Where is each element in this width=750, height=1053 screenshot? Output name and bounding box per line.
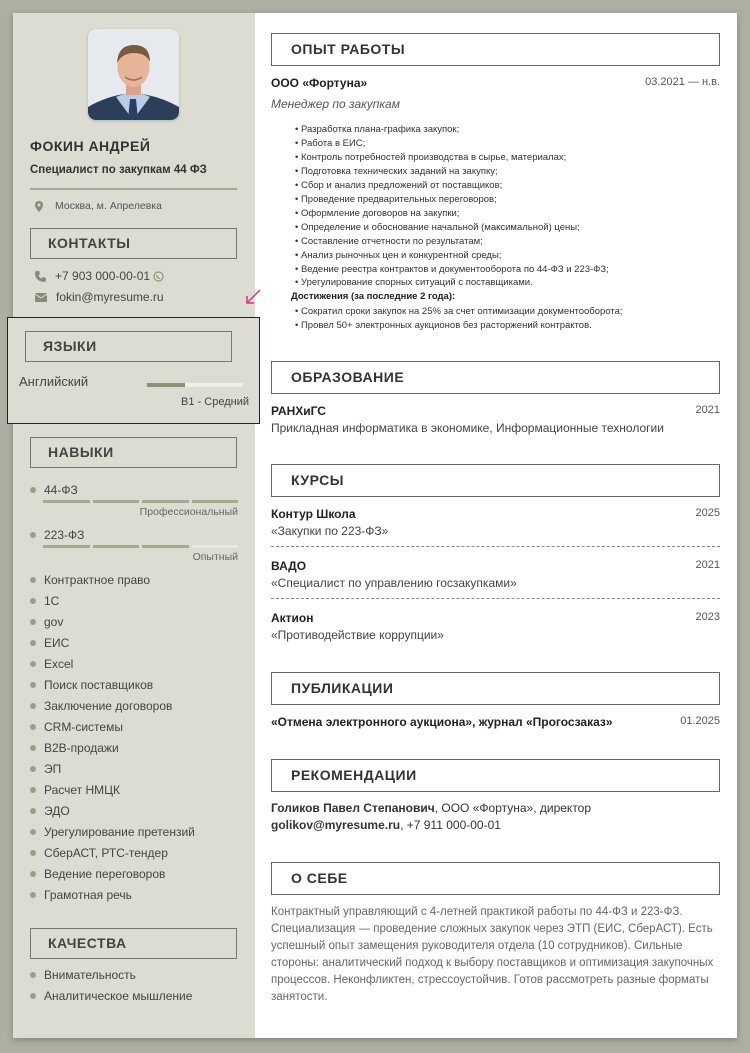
skill-name: ЭДО <box>44 803 70 818</box>
skill-level-segment <box>93 500 140 503</box>
education-heading: ОБРАЗОВАНИЕ <box>271 361 720 394</box>
qualities-list <box>30 964 192 1006</box>
quality-item <box>30 964 192 985</box>
bullet-dot <box>30 766 36 772</box>
divider <box>30 188 237 190</box>
skill-item <box>30 479 242 500</box>
recommendation-person <box>271 801 591 815</box>
skill-item <box>30 737 242 758</box>
duty-item: • Подготовка технических заданий на закупку; <box>295 165 609 179</box>
experience-header-row <box>271 76 720 90</box>
phone-value[interactable]: +7 903 000-00-01 <box>55 269 151 283</box>
skill-item <box>30 653 242 674</box>
course-name: «Специалист по управлению госзакупками» <box>271 576 517 590</box>
skill-level-segment <box>142 545 189 548</box>
bullet-dot <box>30 745 36 751</box>
achievements-list <box>295 305 623 333</box>
quality-item <box>30 985 192 1006</box>
bullet-dot <box>30 487 36 493</box>
course-year: 2023 <box>695 611 720 623</box>
skill-item <box>30 779 242 800</box>
bullet-dot <box>30 682 36 688</box>
skill-level-segment <box>142 500 189 503</box>
skill-name: СберАСТ, РТС-тендер <box>44 845 168 860</box>
recommender-phone[interactable]: , +7 911 000-00-01 <box>400 818 501 832</box>
skill-name: Excel <box>44 656 74 671</box>
skill-level-segment <box>93 545 140 548</box>
skill-item <box>30 590 242 611</box>
language-name: Английский <box>19 374 89 389</box>
location-pin-icon <box>35 201 43 212</box>
course-org: Актион <box>271 611 314 625</box>
duty-item: • Работа в ЕИС; <box>295 137 609 151</box>
duty-item: • Оформление договоров на закупки; <box>295 207 609 221</box>
skill-item <box>30 800 242 821</box>
course-name: «Закупки по 223-ФЗ» <box>271 524 389 538</box>
education-field: Прикладная информатика в экономике, Информационные технологии <box>271 421 664 435</box>
experience-company: ООО «Фортуна» <box>271 76 368 90</box>
skill-item <box>30 716 242 737</box>
course-header-row <box>271 507 720 521</box>
skill-level-text: Опытный <box>192 551 238 563</box>
duty-item: • Урегулирование спорных ситуаций с поставщиками. <box>295 276 609 290</box>
email-value[interactable]: fokin@myresume.ru <box>56 290 164 304</box>
publications-heading: ПУБЛИКАЦИИ <box>271 672 720 705</box>
skill-name: Грамотная речь <box>44 887 132 902</box>
course-header-row <box>271 611 720 625</box>
languages-section[interactable] <box>7 317 260 424</box>
skill-level-text: Профессиональный <box>139 506 238 518</box>
duty-item: • Проведение предварительных переговоров; <box>295 193 609 207</box>
recommendations-heading: РЕКОМЕНДАЦИИ <box>271 759 720 792</box>
about-text: Контрактный управляющий с 4-летней практикой работы по 44-ФЗ и 223-ФЗ. Специализация — проведение сложных закупок через ЭТП (ЕИС, СберАСТ). Есть успешный опыт замещения руководителя отдела (10 сотрудников). Сильные стороны: аналитический подход к выбору поставщиков и оптимизация закупочных процессов. Неконфликтен, стрессоустойчив. Готов рассмотреть разные форматы занятости. <box>271 906 714 1003</box>
skill-item <box>30 695 242 716</box>
quality-name: Аналитическое мышление <box>44 988 193 1003</box>
education-org: РАНХиГС <box>271 404 326 418</box>
main-content <box>255 13 737 1038</box>
skill-name: CRM-системы <box>44 719 123 734</box>
skill-item <box>30 863 242 884</box>
skill-name: 1С <box>44 593 60 608</box>
bullet-dot <box>30 871 36 877</box>
skill-item <box>30 821 242 842</box>
course-org: Контур Школа <box>271 507 356 521</box>
experience-position: Менеджер по закупкам <box>271 97 400 111</box>
skill-name: 223-ФЗ <box>44 527 85 542</box>
achievement-item: • Сократил сроки закупок на 25% за счет оптимизации документооборота; <box>295 305 623 319</box>
skill-item <box>30 632 242 653</box>
location-text: Москва, м. Апрелевка <box>55 200 162 212</box>
skill-name: Урегулирование претензий <box>44 824 195 839</box>
skill-item <box>30 569 242 590</box>
bullet-dot <box>30 850 36 856</box>
skills-heading: НАВЫКИ <box>30 437 237 468</box>
email-icon <box>35 293 47 302</box>
skill-level-segment <box>192 500 239 503</box>
rated-skill <box>30 479 242 518</box>
skill-name: Расчет НМЦК <box>44 782 121 797</box>
person-role: Специалист по закупкам 44 ФЗ <box>30 164 207 176</box>
resume-sheet <box>13 13 737 1038</box>
duties-list <box>295 123 609 290</box>
skill-name: Заключение договоров <box>44 698 173 713</box>
bullet-dot <box>30 829 36 835</box>
bullet-dot <box>30 640 36 646</box>
phone-row <box>35 269 164 283</box>
rated-skill <box>30 524 242 563</box>
skill-name: Ведение переговоров <box>44 866 166 881</box>
about-heading: О СЕБЕ <box>271 862 720 895</box>
bullet-dot <box>30 661 36 667</box>
recommender-name: Голиков Павел Степанович <box>271 801 435 815</box>
duty-item: • Разработка плана-графика закупок; <box>295 123 609 137</box>
recommender-email[interactable]: golikov@myresume.ru <box>271 818 401 832</box>
qualities-heading: КАЧЕСТВА <box>30 928 237 959</box>
bullet-dot <box>30 808 36 814</box>
bullet-dot <box>30 598 36 604</box>
bullet-dot <box>30 703 36 709</box>
sidebar <box>13 13 255 1038</box>
education-row <box>271 404 720 418</box>
skill-name: Поиск поставщиков <box>44 677 154 692</box>
skill-item <box>30 842 242 863</box>
recommender-details: , ООО «Фортуна», директор <box>434 801 592 815</box>
duty-item: • Сбор и анализ предложений от поставщиков; <box>295 179 609 193</box>
skill-item <box>30 524 242 545</box>
language-level: B1 - Средний <box>181 396 249 408</box>
email-row <box>35 290 164 304</box>
skill-name: Контрактное право <box>44 572 151 587</box>
duty-item: • Определение и обоснование начальной (максимальной) цены; <box>295 221 609 235</box>
achievements-title: Достижения (за последние 2 года): <box>291 291 456 302</box>
bullet-dot <box>30 993 36 999</box>
skill-level-segment <box>43 500 90 503</box>
skill-item <box>30 674 242 695</box>
skill-item <box>30 758 242 779</box>
course-divider <box>271 546 720 547</box>
bullet-dot <box>30 619 36 625</box>
courses-heading: КУРСЫ <box>271 464 720 497</box>
skill-level-bar <box>43 545 238 548</box>
languages-heading: ЯЗЫКИ <box>25 331 232 362</box>
publication-date: 01.2025 <box>680 715 720 727</box>
duty-item: • Анализ рыночных цен и конкурентной среды; <box>295 249 609 263</box>
course-year: 2021 <box>695 559 720 571</box>
bullet-dot <box>30 724 36 730</box>
recommendation-contacts <box>271 818 501 832</box>
course-year: 2025 <box>695 507 720 519</box>
profile-photo-image <box>88 29 179 120</box>
language-level-fill <box>147 383 185 387</box>
experience-period: 03.2021 — н.в. <box>645 76 720 88</box>
location <box>35 200 162 212</box>
phone-icon <box>35 271 46 282</box>
experience-heading: ОПЫТ РАБОТЫ <box>271 33 720 66</box>
skill-level-bar <box>43 500 238 503</box>
contacts-heading: КОНТАКТЫ <box>30 228 237 259</box>
course-divider <box>271 598 720 599</box>
bullet-dot <box>30 972 36 978</box>
course-header-row <box>271 559 720 573</box>
education-year: 2021 <box>695 404 720 416</box>
skill-name: 44-ФЗ <box>44 482 78 497</box>
skill-level-segment <box>192 545 239 548</box>
profile-photo <box>88 29 179 120</box>
publication-row <box>271 715 720 729</box>
person-name: ФОКИН АНДРЕЙ <box>30 138 151 154</box>
skill-name: ЭП <box>44 761 62 776</box>
bullet-dot <box>30 787 36 793</box>
skill-name: gov <box>44 614 64 629</box>
whatsapp-icon[interactable] <box>153 271 164 282</box>
bullet-dot <box>30 892 36 898</box>
publication-name: «Отмена электронного аукциона», журнал «Прогосзаказ» <box>271 715 613 729</box>
duty-item: • Контроль потребностей производства в сырье, материалах; <box>295 151 609 165</box>
skill-level-segment <box>43 545 90 548</box>
course-org: ВАДО <box>271 559 307 573</box>
course-name: «Противодействие коррупции» <box>271 628 444 642</box>
language-level-bar <box>147 383 243 387</box>
duty-item: • Составление отчетности по результатам; <box>295 235 609 249</box>
duty-item: • Ведение реестра контрактов и документооборота по 44-ФЗ и 223-ФЗ; <box>295 263 609 277</box>
bullet-dot <box>30 577 36 583</box>
skill-name: ЕИС <box>44 635 70 650</box>
bullet-dot <box>30 532 36 538</box>
quality-name: Внимательность <box>44 967 136 982</box>
achievement-item: • Провел 50+ электронных аукционов без расторжений контрактов. <box>295 319 623 333</box>
skill-name: B2B-продажи <box>44 740 119 755</box>
skill-item <box>30 884 242 905</box>
skill-item <box>30 611 242 632</box>
skills-list <box>30 479 242 905</box>
